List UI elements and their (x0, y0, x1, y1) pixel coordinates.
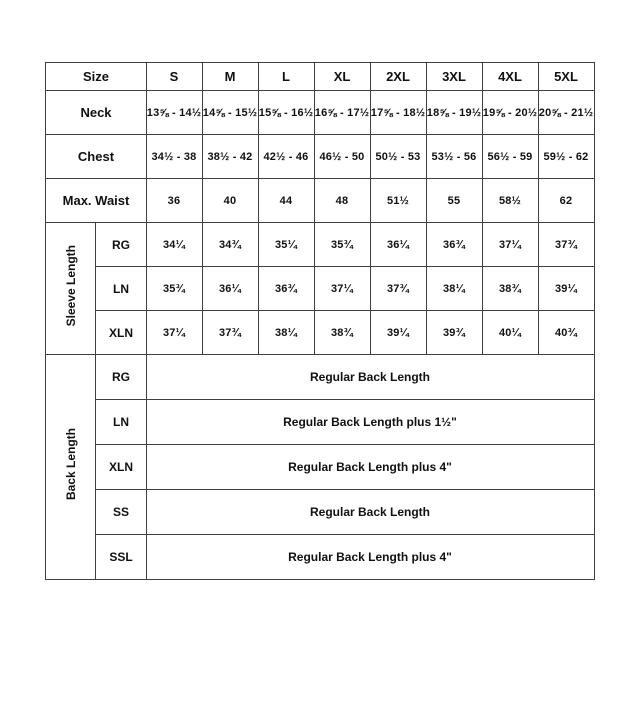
back-ln-value: Regular Back Length plus 1½" (146, 400, 594, 445)
back-ss-row (46, 490, 594, 535)
neck-value: 16⅝ - 17½ (314, 91, 370, 135)
neck-row (46, 91, 594, 135)
sleeve-xln-value: 40¾ (538, 311, 594, 355)
waist-value: 44 (258, 179, 314, 223)
sleeve-rg-value: 34¼ (146, 223, 202, 267)
back-rg-row (46, 355, 594, 400)
size-column-header-s: S (146, 63, 202, 91)
size-label-cell: Size (46, 63, 146, 91)
size-column-header-3xl: 3XL (426, 63, 482, 91)
sleeve-rg-row (46, 223, 594, 267)
back-rg-value: Regular Back Length (146, 355, 594, 400)
sleeve-rg-value: 36¼ (370, 223, 426, 267)
sleeve-xln-value: 40¼ (482, 311, 538, 355)
neck-label: Neck (46, 91, 146, 135)
back-ss-label: SS (96, 490, 146, 535)
waist-value: 62 (538, 179, 594, 223)
chest-value: 53½ - 56 (426, 135, 482, 179)
chest-value: 46½ - 50 (314, 135, 370, 179)
sleeve-xln-value: 38¾ (314, 311, 370, 355)
size-column-header-5xl: 5XL (538, 63, 594, 91)
sleeve-rg-value: 37¼ (482, 223, 538, 267)
chest-value: 34½ - 38 (146, 135, 202, 179)
waist-row (46, 179, 594, 223)
neck-value: 15⅝ - 16½ (258, 91, 314, 135)
sleeve-xln-value: 38¼ (258, 311, 314, 355)
sleeve-rg-label: RG (96, 223, 146, 267)
back-length-vertical-label-cell (46, 355, 96, 580)
back-xln-row (46, 445, 594, 490)
sleeve-rg-value: 37¾ (538, 223, 594, 267)
sleeve-ln-label: LN (96, 267, 146, 311)
back-length-vertical-label: Back Length (63, 428, 78, 501)
back-ssl-label: SSL (96, 535, 146, 580)
sleeve-length-vertical-label: Sleeve Length (63, 245, 78, 327)
waist-value: 40 (202, 179, 258, 223)
sleeve-xln-value: 39¼ (370, 311, 426, 355)
back-xln-label: XLN (96, 445, 146, 490)
back-ln-row (46, 400, 594, 445)
sleeve-xln-value: 37¾ (202, 311, 258, 355)
sleeve-rg-value: 35¾ (314, 223, 370, 267)
sleeve-ln-value: 36¾ (258, 267, 314, 311)
chest-value: 56½ - 59 (482, 135, 538, 179)
waist-value: 51½ (370, 179, 426, 223)
chest-label: Chest (46, 135, 146, 179)
chest-value: 59½ - 62 (538, 135, 594, 179)
chest-value: 38½ - 42 (202, 135, 258, 179)
size-column-header-4xl: 4XL (482, 63, 538, 91)
sleeve-ln-value: 37¼ (314, 267, 370, 311)
sleeve-ln-value: 39¼ (538, 267, 594, 311)
size-chart-table (45, 62, 594, 580)
sleeve-rg-value: 34¾ (202, 223, 258, 267)
sleeve-ln-value: 37¾ (370, 267, 426, 311)
sleeve-ln-value: 38¾ (482, 267, 538, 311)
neck-value: 19⅝ - 20½ (482, 91, 538, 135)
neck-value: 17⅝ - 18½ (370, 91, 426, 135)
sleeve-ln-value: 38¼ (426, 267, 482, 311)
sleeve-xln-value: 37¼ (146, 311, 202, 355)
back-ssl-row (46, 535, 594, 580)
neck-value: 18⅝ - 19½ (426, 91, 482, 135)
back-rg-label: RG (96, 355, 146, 400)
sleeve-ln-value: 36¼ (202, 267, 258, 311)
waist-value: 55 (426, 179, 482, 223)
sleeve-xln-label: XLN (96, 311, 146, 355)
size-column-header-m: M (202, 63, 258, 91)
sleeve-rg-value: 35¼ (258, 223, 314, 267)
sleeve-ln-row (46, 267, 594, 311)
waist-value: 48 (314, 179, 370, 223)
sleeve-ln-value: 35¾ (146, 267, 202, 311)
sleeve-rg-value: 36¾ (426, 223, 482, 267)
sleeve-xln-row (46, 311, 594, 355)
size-column-header-xl: XL (314, 63, 370, 91)
back-xln-value: Regular Back Length plus 4" (146, 445, 594, 490)
header-row (46, 63, 594, 91)
neck-value: 20⅝ - 21½ (538, 91, 594, 135)
size-column-header-l: L (258, 63, 314, 91)
chest-row (46, 135, 594, 179)
back-ss-value: Regular Back Length (146, 490, 594, 535)
waist-value: 58½ (482, 179, 538, 223)
waist-value: 36 (146, 179, 202, 223)
back-ssl-value: Regular Back Length plus 4" (146, 535, 594, 580)
sleeve-length-vertical-label-cell (46, 223, 96, 355)
chest-value: 50½ - 53 (370, 135, 426, 179)
neck-value: 13⅝ - 14½ (146, 91, 202, 135)
back-ln-label: LN (96, 400, 146, 445)
sleeve-xln-value: 39¾ (426, 311, 482, 355)
size-column-header-2xl: 2XL (370, 63, 426, 91)
waist-label: Max. Waist (46, 179, 146, 223)
neck-value: 14⅝ - 15½ (202, 91, 258, 135)
chest-value: 42½ - 46 (258, 135, 314, 179)
